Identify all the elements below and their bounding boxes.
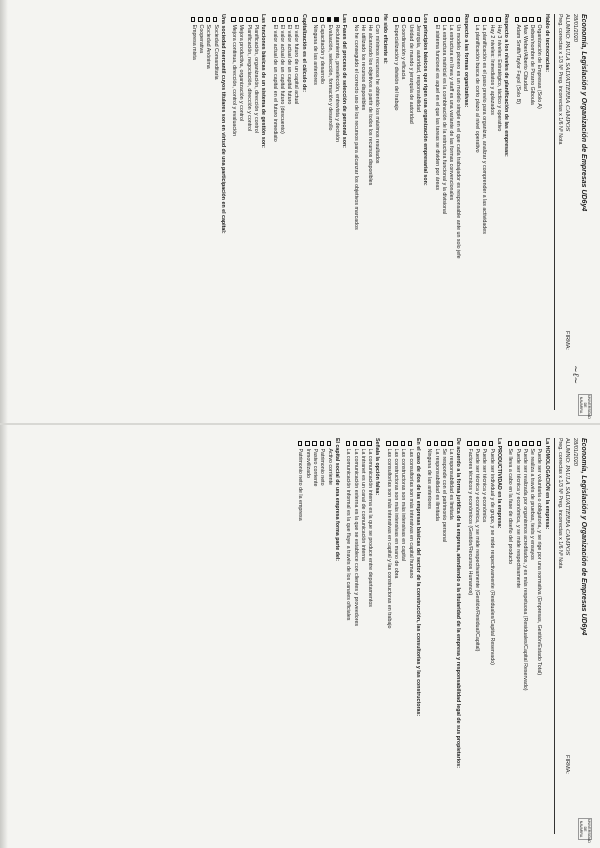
university-logo: UNIVERSIDAD DE NAVARRA xyxy=(579,819,591,843)
answer-option xyxy=(432,17,439,410)
question-item xyxy=(351,14,387,410)
answer-checkbox[interactable] xyxy=(456,17,461,22)
question-title: Una sociedad mercantil cuyos titulares son en virtud de una participación en el capital: xyxy=(219,14,226,234)
answer-option xyxy=(237,17,244,410)
header-stats: Preg. correctas x 1/3 Nº Preg. incorrectas x 1/6 Nº Nota xyxy=(554,14,563,410)
answer-option-text: Las consultorías son más intensivas en capital y las constructoras en trabajo xyxy=(385,448,392,629)
answer-checkbox[interactable] xyxy=(393,441,398,446)
answer-checkbox[interactable] xyxy=(529,441,534,446)
question-item xyxy=(425,438,461,834)
answer-option xyxy=(521,17,528,410)
answer-option xyxy=(311,17,318,410)
question-item xyxy=(392,14,428,410)
answer-option-text: Las constructoras son más intensivas en capital xyxy=(400,448,407,561)
answer-option xyxy=(318,17,325,410)
question-title: Respecto a las formas organizativas: xyxy=(462,14,469,108)
answer-option xyxy=(252,17,259,410)
answer-checkbox[interactable] xyxy=(441,17,446,22)
answer-checkbox[interactable] xyxy=(327,441,332,446)
answer-option xyxy=(399,441,406,834)
answer-checkbox[interactable] xyxy=(474,441,479,446)
answer-option-text: Se responde con el patrimonio personal xyxy=(440,448,447,543)
sign-label: FIRMA: xyxy=(564,755,570,774)
question-title: En el caso de dos de las empresas básicas del sector de la construcción, las consultorías y las constructoras: xyxy=(414,438,421,717)
answer-option-text: Patrimonio neto xyxy=(319,448,326,486)
answer-checkbox[interactable] xyxy=(191,17,196,22)
answer-checkbox[interactable] xyxy=(360,17,365,22)
header-student-row xyxy=(563,14,571,410)
question-item xyxy=(296,438,340,834)
answer-option xyxy=(197,17,204,410)
answer-checkbox[interactable] xyxy=(367,441,372,446)
answer-option-text: El sistema funcional es aquel en el que las tareas se dividen por áreas xyxy=(433,24,440,190)
answer-option xyxy=(440,441,447,834)
answer-checkbox[interactable] xyxy=(367,17,372,22)
answer-checkbox[interactable] xyxy=(434,441,439,446)
answer-option-text: Evaluación, selección, formación y desarrollo xyxy=(326,24,333,131)
answer-option xyxy=(244,17,251,410)
answer-option-text: Inmovilizado xyxy=(304,448,311,478)
exam-date: 28/01/2020 xyxy=(572,438,578,466)
answer-checkbox[interactable] xyxy=(515,17,520,22)
answer-checkbox[interactable] xyxy=(353,17,358,22)
answer-option xyxy=(535,441,542,834)
answer-option-text: Factores técnicos y económicos (Gestión/Recursos Humanos) xyxy=(466,448,473,596)
question-title: Capitalización es el cálculo de: xyxy=(300,14,307,93)
answer-option xyxy=(465,441,472,834)
answer-option-text: Empresa mixta xyxy=(190,24,197,60)
answer-option xyxy=(399,17,406,410)
question-item xyxy=(432,14,468,410)
answer-option-text: La estructura matricial es la combinación de la estructura funcional y la divisional xyxy=(440,24,447,215)
answer-checkbox[interactable] xyxy=(206,17,211,22)
answer-checkbox[interactable] xyxy=(427,441,432,446)
answer-checkbox[interactable] xyxy=(334,17,339,22)
answer-option-text: Especialización y división del trabajo xyxy=(393,24,400,111)
answer-checkbox[interactable] xyxy=(327,17,332,22)
answer-checkbox[interactable] xyxy=(489,441,494,446)
answer-option xyxy=(344,441,351,834)
answer-option-text: La planificación busca de corto plazo al nivel operativo xyxy=(474,24,481,153)
answer-checkbox[interactable] xyxy=(448,17,453,22)
answer-option-text: He alcanzado los objetivos a partir de todos los recursos disponibles xyxy=(367,24,374,186)
header-stats: Preg. correctas x 1/3 Nº Preg. incorrectas x 1/6 Nº Nota xyxy=(554,438,563,834)
answer-option-text: Planificación, negociación, dirección y control xyxy=(245,24,252,132)
answer-checkbox[interactable] xyxy=(515,441,520,446)
question-item xyxy=(513,14,549,410)
question-item xyxy=(189,14,225,410)
answer-checkbox[interactable] xyxy=(434,17,439,22)
answer-checkbox[interactable] xyxy=(482,441,487,446)
answer-option xyxy=(406,441,413,834)
answer-checkbox[interactable] xyxy=(353,441,358,446)
answer-option xyxy=(189,17,196,410)
answer-option-text: Ninguna de las anteriores xyxy=(312,24,319,85)
answer-option-text: No he conseguido el correcto uso de los recursos para alcanzar los objetivos marcados xyxy=(352,24,359,230)
question-title: Las Fases del proceso de selección de personal son: xyxy=(341,14,348,148)
question-title: Los principios básicos que rigen una organización empresarial son: xyxy=(422,14,429,186)
answer-checkbox[interactable] xyxy=(489,17,494,22)
answer-option xyxy=(285,17,292,410)
answer-option xyxy=(325,441,332,834)
answer-checkbox[interactable] xyxy=(482,17,487,22)
question-title: Las funciones básicas de un sistema de gestión son: xyxy=(260,14,267,148)
answer-option xyxy=(296,441,303,834)
answer-option-text: Las consultorías son más intensivas en capital humano xyxy=(407,448,414,579)
answer-option xyxy=(230,17,237,410)
course-title: Economía, Legislación y Organización de Empresas UD6y4 xyxy=(580,438,587,636)
answer-option xyxy=(325,17,332,410)
answer-option xyxy=(204,17,211,410)
answer-checkbox[interactable] xyxy=(294,17,299,22)
answer-option xyxy=(495,17,502,410)
answer-option-text: Sociedad Anónima xyxy=(205,24,212,69)
answer-option xyxy=(366,441,373,834)
question-list xyxy=(296,438,550,834)
sign-label: FIRMA: xyxy=(564,331,570,350)
answer-checkbox[interactable] xyxy=(496,17,501,22)
question-title: La PRODUCTIVIDAD en la empresa: xyxy=(495,438,502,529)
answer-option-text: La estructura en línea y staff es una variante de las formas convencionales xyxy=(448,24,455,201)
answer-option xyxy=(480,441,487,834)
answer-option-text: Cooperativa xyxy=(197,24,204,54)
answer-option-text: Las constructoras son más intensivas en mano de obra xyxy=(393,448,400,579)
answer-checkbox[interactable] xyxy=(231,17,236,22)
answer-option-text: Reclutamiento, preselección, entrevista y decisión xyxy=(333,24,340,142)
answer-option-text: Puede ser realizada por organismos acreditados, y es más respetuosa (Residuales/Capital Reservado) xyxy=(521,448,528,691)
answer-checkbox[interactable] xyxy=(415,17,420,22)
answer-option xyxy=(333,17,340,410)
answer-option xyxy=(425,441,432,834)
exam-sheet-2-content xyxy=(0,424,600,848)
question-item xyxy=(344,438,380,834)
answer-option-text: Puede ser técnica y económica xyxy=(481,448,488,523)
answer-option-text: La responsabilidad es ilimitada xyxy=(433,448,440,521)
answer-checkbox[interactable] xyxy=(467,441,472,446)
answer-option-text: La comunicación informal es la que fluye a través de los canales oficiales xyxy=(345,448,352,621)
answer-option-text: He utilizado los recursos disponibles xyxy=(359,24,366,111)
question-item xyxy=(270,14,306,410)
answer-checkbox[interactable] xyxy=(474,17,479,22)
answer-option xyxy=(487,17,494,410)
answer-option-text: Planificación, organización, dirección y control xyxy=(253,24,260,133)
answer-checkbox[interactable] xyxy=(346,441,351,446)
answer-checkbox[interactable] xyxy=(408,17,413,22)
question-title: El capital social de una empresa forma parte del: xyxy=(333,438,340,562)
course-title: Economía, Legislación y Organización de Empresas UD6y4 xyxy=(580,14,587,212)
answer-option-text: Mejora continua, dirección, control y evaluación xyxy=(231,24,238,137)
answer-option xyxy=(292,17,299,410)
answer-option xyxy=(521,441,528,834)
answer-option xyxy=(366,17,373,410)
answer-option-text: Mejora productiva, organización y control xyxy=(238,24,245,122)
answer-checkbox[interactable] xyxy=(508,441,513,446)
answer-option xyxy=(318,441,325,834)
question-title: La HOMOLOGACIÓN en la empresa: xyxy=(543,438,550,530)
answer-option-text: Con mínimos recursos he obtenido los máximos resultados xyxy=(374,24,381,164)
answer-option-text: Capacitación y desarrollo xyxy=(319,24,326,84)
answer-option-text: Patrimonio neto de la empresa xyxy=(297,448,304,521)
answer-checkbox[interactable] xyxy=(239,17,244,22)
answer-option xyxy=(414,17,421,410)
student-label: ALUMNO: xyxy=(564,438,570,464)
answer-option xyxy=(392,441,399,834)
header-date-row xyxy=(571,14,579,410)
answer-checkbox[interactable] xyxy=(386,441,391,446)
answer-checkbox[interactable] xyxy=(522,441,527,446)
question-item xyxy=(230,14,266,410)
answer-option xyxy=(392,17,399,410)
student-name: PAULA SALVATIERRA CAMPOS xyxy=(564,465,570,556)
answer-checkbox[interactable] xyxy=(375,17,380,22)
answer-option-text: El valor actual de un capital en el futuro inmediato xyxy=(271,24,278,142)
answer-option xyxy=(506,441,513,834)
answer-option xyxy=(480,17,487,410)
answer-option-text: Puede ser técnica y económica, y se mide respectivamente (Gestión/Residual/Capital) xyxy=(474,448,481,652)
answer-option xyxy=(454,17,461,410)
exam-date: 28/01/2020 xyxy=(572,14,578,42)
answer-option xyxy=(406,17,413,410)
answer-option-text: Puede ser individual y de grupo, y se mide respectivamente (Residuales/Capital Reservado) xyxy=(488,448,495,665)
answer-checkbox[interactable] xyxy=(246,17,251,22)
question-item xyxy=(506,438,550,834)
answer-option-text: Se lleva a cabo en la fase de diseño del producto xyxy=(507,448,514,565)
signature-scribble: ~ℓ~ xyxy=(570,365,580,384)
answer-option-text: Organización de Empresas (Solo A) xyxy=(536,24,543,109)
question-item xyxy=(384,438,420,834)
answer-option xyxy=(440,17,447,410)
answer-option-text: El valor futuro de un capital actual xyxy=(293,24,300,105)
answer-checkbox[interactable] xyxy=(198,17,203,22)
answer-option-text: Max Weber/Alberto Cibudad xyxy=(521,24,528,91)
answer-option xyxy=(487,441,494,834)
question-title: Señala la opción falsa: xyxy=(374,438,381,496)
answer-checkbox[interactable] xyxy=(401,441,406,446)
answer-checkbox[interactable] xyxy=(305,441,310,446)
answer-option-text: Un modelo pionero es un modelo simple en el que cada trabajador es responsable ante un solo jefe xyxy=(455,24,462,259)
answer-option-text: El valor actual de un capital futuro (descuento) xyxy=(278,24,285,134)
answer-option-text: Coordinación y eficacia xyxy=(400,24,407,80)
answer-option-text: Hay 2 niveles: Inmediatos y aplazados xyxy=(488,24,495,115)
answer-option-text: Hay 3 niveles: Estratégico, táctico y operativo xyxy=(495,24,502,132)
answer-option xyxy=(304,441,311,834)
answer-option-text: Jerarquía, autoridad, responsabilidad xyxy=(414,24,421,112)
answer-option-text: La comunicación externa es la que se establece con clientes y proveedores xyxy=(352,448,359,627)
answer-option xyxy=(473,17,480,410)
answer-checkbox[interactable] xyxy=(360,441,365,446)
answer-option xyxy=(447,441,454,834)
question-title: He sido eficiente si: xyxy=(381,14,388,64)
answer-option xyxy=(311,441,318,834)
answer-option xyxy=(528,441,535,834)
answer-option xyxy=(384,441,391,834)
answer-option-text: Se realiza a través de pruebas, tests y ensayos xyxy=(529,448,536,560)
answer-option-text: Activo corriente xyxy=(326,448,333,486)
answer-option-text: Puede ser voluntaria o obligatoria, y se rige por una normativa (Empresas, Gestión/Estado Total) xyxy=(536,448,543,676)
question-title: Respecto a los niveles de planificación de las empresas: xyxy=(503,14,510,157)
answer-option xyxy=(373,17,380,410)
answer-option-text: El valor actual de un capital futuro xyxy=(286,24,293,105)
answer-option-text: Sociedad Comanditaria xyxy=(212,24,219,80)
answer-checkbox[interactable] xyxy=(448,441,453,446)
question-title: Hablo de tecnocracias: xyxy=(543,14,550,72)
answer-checkbox[interactable] xyxy=(272,17,277,22)
answer-checkbox[interactable] xyxy=(537,441,542,446)
answer-checkbox[interactable] xyxy=(213,17,218,22)
answer-option xyxy=(351,17,358,410)
answer-option-text: Unidad de mando y jerarquía de autoridad xyxy=(407,24,414,124)
answer-option xyxy=(513,17,520,410)
answer-checkbox[interactable] xyxy=(401,17,406,22)
answer-option xyxy=(351,441,358,834)
answer-option xyxy=(447,17,454,410)
answer-checkbox[interactable] xyxy=(522,17,527,22)
answer-option xyxy=(359,17,366,410)
answer-checkbox[interactable] xyxy=(312,17,317,22)
answer-checkbox[interactable] xyxy=(529,17,534,22)
answer-checkbox[interactable] xyxy=(279,17,284,22)
exam-sheet-2 xyxy=(0,424,600,848)
student-name: PAULA SALVATIERRA CAMPOS xyxy=(564,41,570,132)
question-item xyxy=(473,14,509,410)
question-list xyxy=(189,14,549,410)
question-item xyxy=(311,14,347,410)
answer-option-text: Ninguna de las anteriores xyxy=(426,448,433,509)
answer-option-text: Adam Smith/Taylor Fayol (Solo B) xyxy=(514,24,521,104)
answer-option xyxy=(278,17,285,410)
answer-checkbox[interactable] xyxy=(320,17,325,22)
answer-option xyxy=(535,17,542,410)
answer-checkbox[interactable] xyxy=(298,441,303,446)
answer-option-text: La responsabilidad es limitada xyxy=(448,448,455,520)
answer-checkbox[interactable] xyxy=(393,17,398,22)
answer-checkbox[interactable] xyxy=(441,441,446,446)
question-item xyxy=(465,438,501,834)
answer-checkbox[interactable] xyxy=(408,441,413,446)
answer-checkbox[interactable] xyxy=(320,441,325,446)
answer-checkbox[interactable] xyxy=(287,17,292,22)
answer-option-text: La comunicación interna es la que se produce entre departamentos xyxy=(367,448,374,607)
answer-option-text: La planificación es el paso previo para organizar, analizar y comprender a las actividades xyxy=(481,24,488,234)
answer-option-text: Puede ser técnica y económica, y se mide respectivamente xyxy=(514,448,521,589)
header-student-row xyxy=(563,438,571,834)
answer-option-text: Pasivo corriente xyxy=(312,448,319,487)
question-title: De acuerdo a la forma jurídica de la empresa, atendiendo a la titularidad de la empresa y responsabilidad legal de sus propietarios: xyxy=(455,438,462,768)
answer-option-text: Deben/nombre de Pizarro Giboula xyxy=(529,24,536,105)
answer-checkbox[interactable] xyxy=(312,441,317,446)
answer-option xyxy=(211,17,218,410)
answer-option xyxy=(528,17,535,410)
answer-option xyxy=(432,441,439,834)
student-label: ALUMNO: xyxy=(564,14,570,40)
answer-option xyxy=(270,17,277,410)
answer-option xyxy=(473,441,480,834)
answer-option-text: La intranet es un canal de comunicación interna xyxy=(359,448,366,561)
header-date-row xyxy=(571,438,579,834)
answer-option xyxy=(513,441,520,834)
answer-checkbox[interactable] xyxy=(253,17,258,22)
university-logo: UNIVERSIDAD DE NAVARRA xyxy=(579,395,591,419)
answer-option xyxy=(359,441,366,834)
answer-checkbox[interactable] xyxy=(537,17,542,22)
